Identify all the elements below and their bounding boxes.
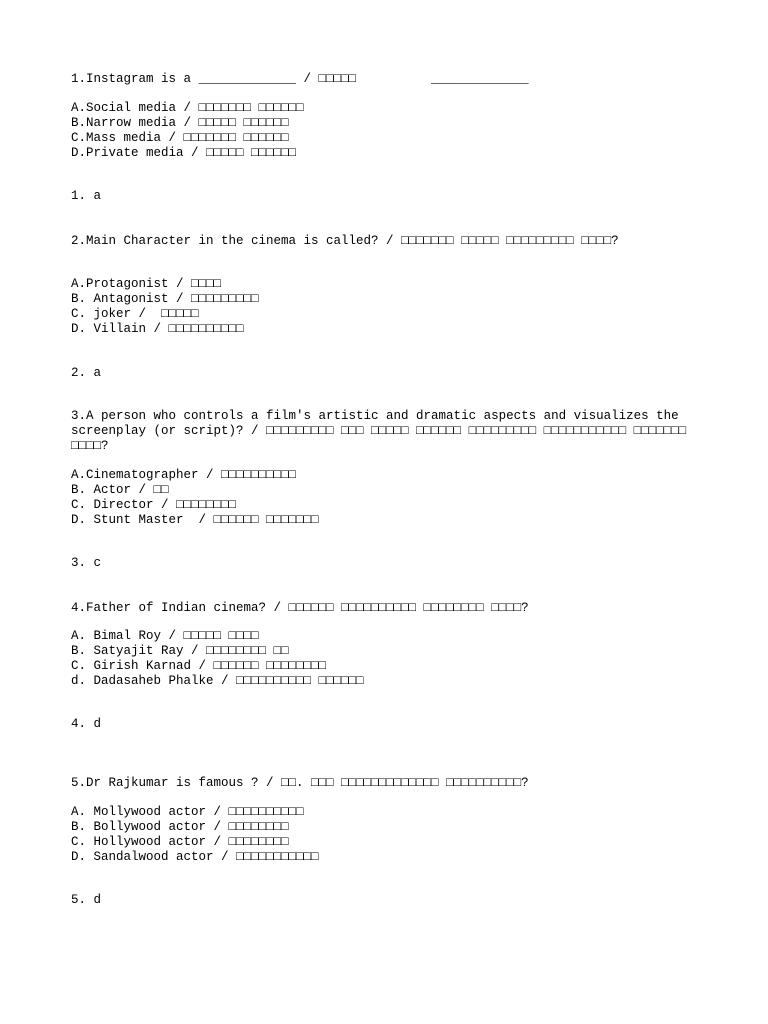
- option-4c: C. Girish Karnad / □□□□□□ □□□□□□□□: [71, 659, 327, 673]
- option-1a: A.Social media / □□□□□□□ □□□□□□: [71, 101, 304, 115]
- question-4-text: [71, 601, 711, 616]
- option-1d: D.Private media / □□□□□ □□□□□□: [71, 146, 297, 160]
- answer-4: 4. d: [71, 717, 102, 731]
- answer-1: 1. a: [71, 189, 102, 203]
- option-3d: D. Stunt Master / □□□□□□ □□□□□□□: [71, 513, 319, 527]
- option-2d: D. Villain / □□□□□□□□□□: [71, 322, 244, 336]
- option-5a: A. Mollywood actor / □□□□□□□□□□: [71, 805, 304, 819]
- option-2a: A.Protagonist / □□□□: [71, 277, 222, 291]
- question-5-text-line: 5.Dr Rajkumar is famous ? / □□. □□□ □□□□□□□□□□□□□ □□□□□□□□□□?: [71, 776, 529, 790]
- question-2-text: [71, 234, 711, 249]
- option-1b: B.Narrow media / □□□□□ □□□□□□: [71, 116, 289, 130]
- option-2c: C. joker / □□□□□: [71, 307, 199, 321]
- option-5d: D. Sandalwood actor / □□□□□□□□□□□: [71, 850, 319, 864]
- option-3b: B. Actor / □□: [71, 483, 169, 497]
- question-1-text: [71, 72, 711, 87]
- option-4b: B. Satyajit Ray / □□□□□□□□ □□: [71, 644, 289, 658]
- option-1c: C.Mass media / □□□□□□□ □□□□□□: [71, 131, 289, 145]
- question-3-text: 3.A person who controls a film's artistic and dramatic aspects and visualizes the screenplay (or script)? / □□□□□□□□□ □□□ □□□□□ □□□□□□ □□□□□□□□□ □□□□□□□□□□□ □□□□□□□ □□□□?: [71, 409, 687, 453]
- option-3c: C. Director / □□□□□□□□: [71, 498, 237, 512]
- question-4-options: [71, 629, 711, 689]
- option-4d: d. Dadasaheb Phalke / □□□□□□□□□□ □□□□□□: [71, 674, 364, 688]
- question-1-options: [71, 101, 711, 161]
- option-5b: B. Bollywood actor / □□□□□□□□: [71, 820, 289, 834]
- question-4-text-line: 4.Father of Indian cinema? / □□□□□□ □□□□□□□□□□ □□□□□□□□ □□□□?: [71, 601, 529, 615]
- option-2b: B. Antagonist / □□□□□□□□□: [71, 292, 259, 306]
- question-1-text-line: 1.Instagram is a _____________ / □□□□□ _____________: [71, 72, 529, 86]
- question-5-options: [71, 805, 711, 865]
- question-3-options: [71, 468, 711, 528]
- answer-2: 2. a: [71, 366, 102, 380]
- option-4a: A. Bimal Roy / □□□□□ □□□□: [71, 629, 259, 643]
- answer-5: 5. d: [71, 893, 102, 907]
- question-2-text-line: 2.Main Character in the cinema is called? / □□□□□□□ □□□□□ □□□□□□□□□ □□□□?: [71, 234, 619, 248]
- question-5-text: [71, 776, 711, 791]
- option-5c: C. Hollywood actor / □□□□□□□□: [71, 835, 289, 849]
- answer-3: 3. c: [71, 556, 102, 570]
- option-3a: A.Cinematographer / □□□□□□□□□□: [71, 468, 297, 482]
- question-2-options: [71, 277, 711, 337]
